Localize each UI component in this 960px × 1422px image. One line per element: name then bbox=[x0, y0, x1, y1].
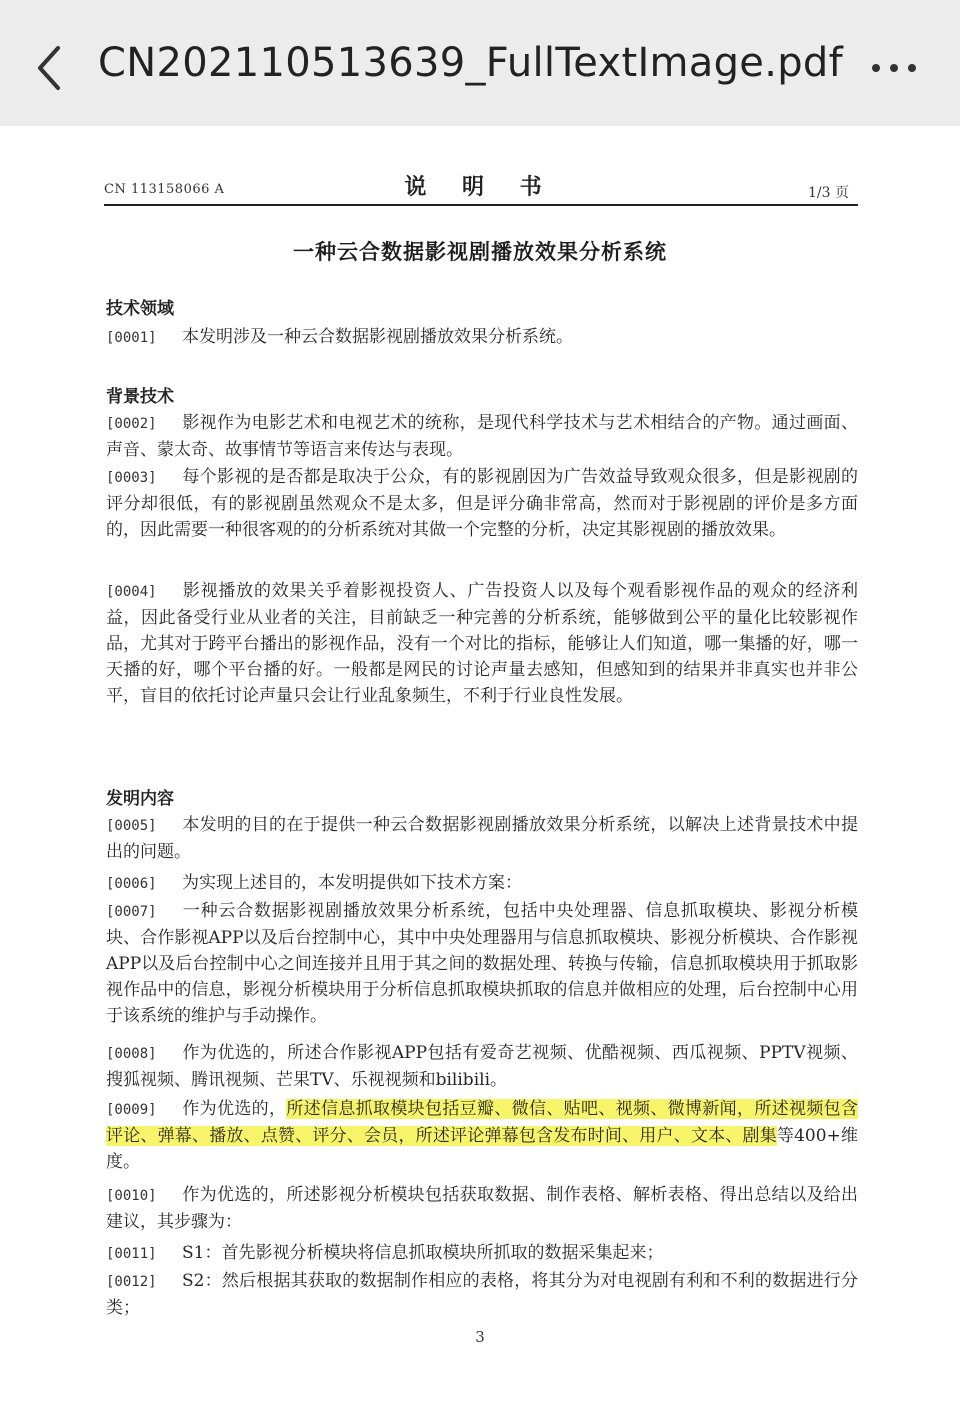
paragraph bbox=[106, 1040, 858, 1093]
highlighted-text[interactable]: 所述评论弹幕包含发布时间、用户、文本、剧集 bbox=[415, 1126, 777, 1146]
paragraph bbox=[106, 1182, 858, 1235]
section-heading: 发明内容 bbox=[106, 789, 174, 809]
paragraph bbox=[106, 1240, 858, 1267]
paragraph-number: [0009] bbox=[106, 1102, 157, 1118]
patent-number: CN 113158066 A bbox=[104, 182, 225, 197]
paragraph-text: S2：然后根据其获取的数据制作相应的表格，将其分为对电视剧有利和不利的数据进行分类； bbox=[106, 1271, 858, 1318]
paragraph-number: [0012] bbox=[106, 1274, 157, 1290]
paragraph-number: [0003] bbox=[106, 470, 157, 486]
paragraph bbox=[106, 1268, 858, 1321]
more-options-button[interactable] bbox=[866, 50, 926, 86]
paragraph-number: [0005] bbox=[106, 818, 157, 834]
paragraph-text: 等400+维度。 bbox=[106, 1126, 859, 1172]
section-heading: 技术领域 bbox=[106, 299, 174, 319]
paragraph-number: [0006] bbox=[106, 876, 157, 892]
paragraph-text: 作为优选的，所述影视分析模块包括获取数据、制作表格、解析表格、得出总结以及给出建议，其步骤为： bbox=[106, 1185, 858, 1232]
more-horizontal-icon bbox=[866, 50, 926, 86]
pdf-page[interactable] bbox=[0, 126, 960, 1422]
paragraph-text: 作为优选的， bbox=[182, 1099, 287, 1119]
paragraph-number: [0008] bbox=[106, 1046, 157, 1062]
paragraph-number: [0010] bbox=[106, 1188, 157, 1204]
paragraph-text: S1：首先影视分析模块将信息抓取模块所抓取的数据采集起来； bbox=[182, 1243, 664, 1263]
paragraph-text: 作为优选的，所述合作影视APP包括有爱奇艺视频、优酷视频、西瓜视频、PPTV视频、搜狐视频、腾讯视频、芒果TV、乐视视频和bilibili。 bbox=[106, 1043, 858, 1090]
paragraph bbox=[106, 410, 858, 463]
top-bar bbox=[0, 0, 960, 126]
paragraph-text: 一种云合数据影视剧播放效果分析系统，包括中央处理器、信息抓取模块、影视分析模块、合作影视APP以及后台控制中心，其中中央处理器用与信息抓取模块、影视分析模块、合作影视APP以及后台控制中心之间连接并且用于其之间的数据处理、转换与传输，信息抓取模块用于抓取影视作品中的信息，影视分析模块用于分析信息抓取模块抓取的信息并做相应的处理，后台控制中心用于该系统的维护与手动操作。 bbox=[106, 901, 858, 1026]
paragraph-number: [0007] bbox=[106, 904, 157, 920]
paragraph-text: 本发明的目的在于提供一种云合数据影视剧播放效果分析系统，以解决上述背景技术中提出的问题。 bbox=[106, 815, 858, 862]
paragraph-number: [0001] bbox=[106, 330, 157, 346]
highlighted-text[interactable]: 所述信息抓取模块包括豆瓣、微信、贴吧、视频、微博新闻，所述视频包含评论、弹幕、播放、点赞、评分、会员， bbox=[106, 1099, 859, 1146]
header-rule bbox=[104, 204, 858, 206]
paragraph-number: [0011] bbox=[106, 1246, 157, 1262]
file-title: CN202110513639_FullTextImage.pdf bbox=[98, 40, 843, 86]
page-indicator: 1/3 页 bbox=[808, 185, 849, 201]
header-heading: 说 明 书 bbox=[404, 174, 556, 200]
paragraph bbox=[106, 870, 858, 897]
paragraph-text: 影视播放的效果关乎着影视投资人、广告投资人以及每个观看影视作品的观众的经济利益，因此备受行业从业者的关注，目前缺乏一种完善的分析系统，能够做到公平的量化比较影视作品，尤其对于跨平台播出的影视作品，没有一个对比的指标，能够让人们知道，哪一集播的好，哪一天播的好，哪个平台播的好。一般都是网民的讨论声量去感知，但感知到的结果并非真实也并非公平，盲目的依托讨论声量只会让行业乱象频生，不利于行业良性发展。 bbox=[106, 581, 858, 706]
paragraph bbox=[106, 898, 858, 1029]
paragraph-number: [0002] bbox=[106, 416, 157, 432]
paragraph-text: 为实现上述目的，本发明提供如下技术方案： bbox=[182, 873, 522, 893]
chevron-left-icon bbox=[26, 38, 76, 98]
paragraph-text: 每个影视的是否都是取决于公众，有的影视剧因为广告效益导致观众很多，但是影视剧的评分却很低，有的影视剧虽然观众不是太多，但是评分确非常高，然而对于影视剧的评价是多方面的，因此需要一种很客观的的分析系统对其做一个完整的分析，决定其影视剧的播放效果。 bbox=[106, 467, 858, 540]
paragraph bbox=[106, 812, 858, 865]
paragraph bbox=[106, 324, 858, 351]
section-heading: 背景技术 bbox=[106, 387, 174, 407]
document-title: 一种云合数据影视剧播放效果分析系统 bbox=[293, 239, 667, 264]
paragraph-number: [0004] bbox=[106, 584, 157, 600]
paragraph bbox=[106, 578, 858, 709]
paragraph-text: 本发明涉及一种云合数据影视剧播放效果分析系统。 bbox=[182, 327, 573, 347]
page-number: 3 bbox=[475, 1328, 485, 1346]
paragraph-text: 影视作为电影艺术和电视艺术的统称，是现代科学技术与艺术相结合的产物。通过画面、声音、蒙太奇、故事情节等语言来传达与表现。 bbox=[106, 413, 858, 460]
paragraph bbox=[106, 464, 858, 543]
back-button[interactable] bbox=[26, 38, 76, 98]
paragraph-highlighted bbox=[106, 1096, 858, 1175]
